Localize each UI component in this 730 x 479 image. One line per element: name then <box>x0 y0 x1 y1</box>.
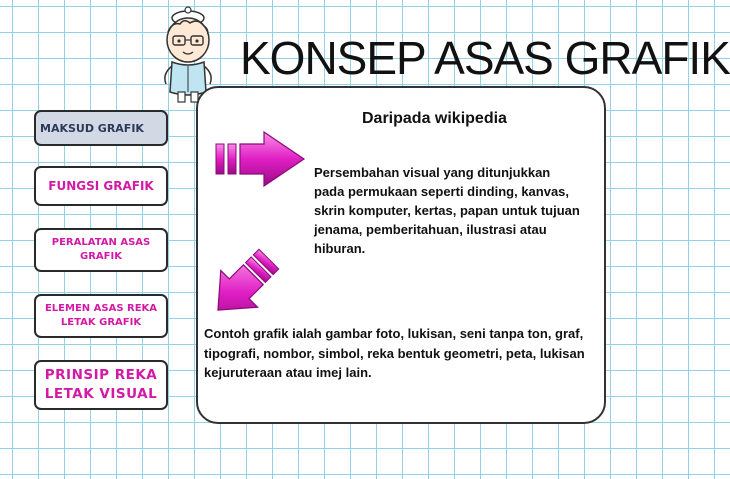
down-right-arrow-icon <box>206 250 278 322</box>
card-heading: Daripada wikipedia <box>362 110 507 127</box>
right-arrow-icon <box>212 128 308 190</box>
nav-button-label: ELEMEN ASAS REKA LETAK GRAFIK <box>44 303 158 328</box>
definition-text: Persembahan visual yang ditunjukkan pada permukaan seperti dinding, kanvas, skrin komputer, kertas, papan untuk tujuan jenama, pemberitahuan, ilustrasi atau hiburan. <box>314 165 580 256</box>
examples-text: Contoh grafik ialah gambar foto, lukisan, seni tanpa ton, graf, tipografi, nombor, simbol, reka bentuk geometri, peta, lukisan kejuruteraan atau imej lain. <box>204 326 585 380</box>
nav-button-maksud-grafik[interactable] <box>34 110 168 146</box>
nav-button-prinsip-reka-letak-visual[interactable] <box>34 360 168 410</box>
nav-button-label: PERALATAN ASAS GRAFIK <box>51 237 151 262</box>
nav-button-fungsi-grafik[interactable] <box>34 166 168 206</box>
nav-button-peralatan-asas-grafik[interactable] <box>34 228 168 272</box>
nav-button-label: PRINSIP REKA LETAK VISUAL <box>44 367 158 402</box>
slide-title: KONSEP ASAS GRAFIK <box>240 32 730 84</box>
nav-button-label: FUNGSI GRAFIK <box>48 179 154 193</box>
nav-button-label: MAKSUD GRAFIK <box>40 121 144 135</box>
nav-button-elemen-asas-reka-letak-grafik[interactable] <box>34 294 168 338</box>
